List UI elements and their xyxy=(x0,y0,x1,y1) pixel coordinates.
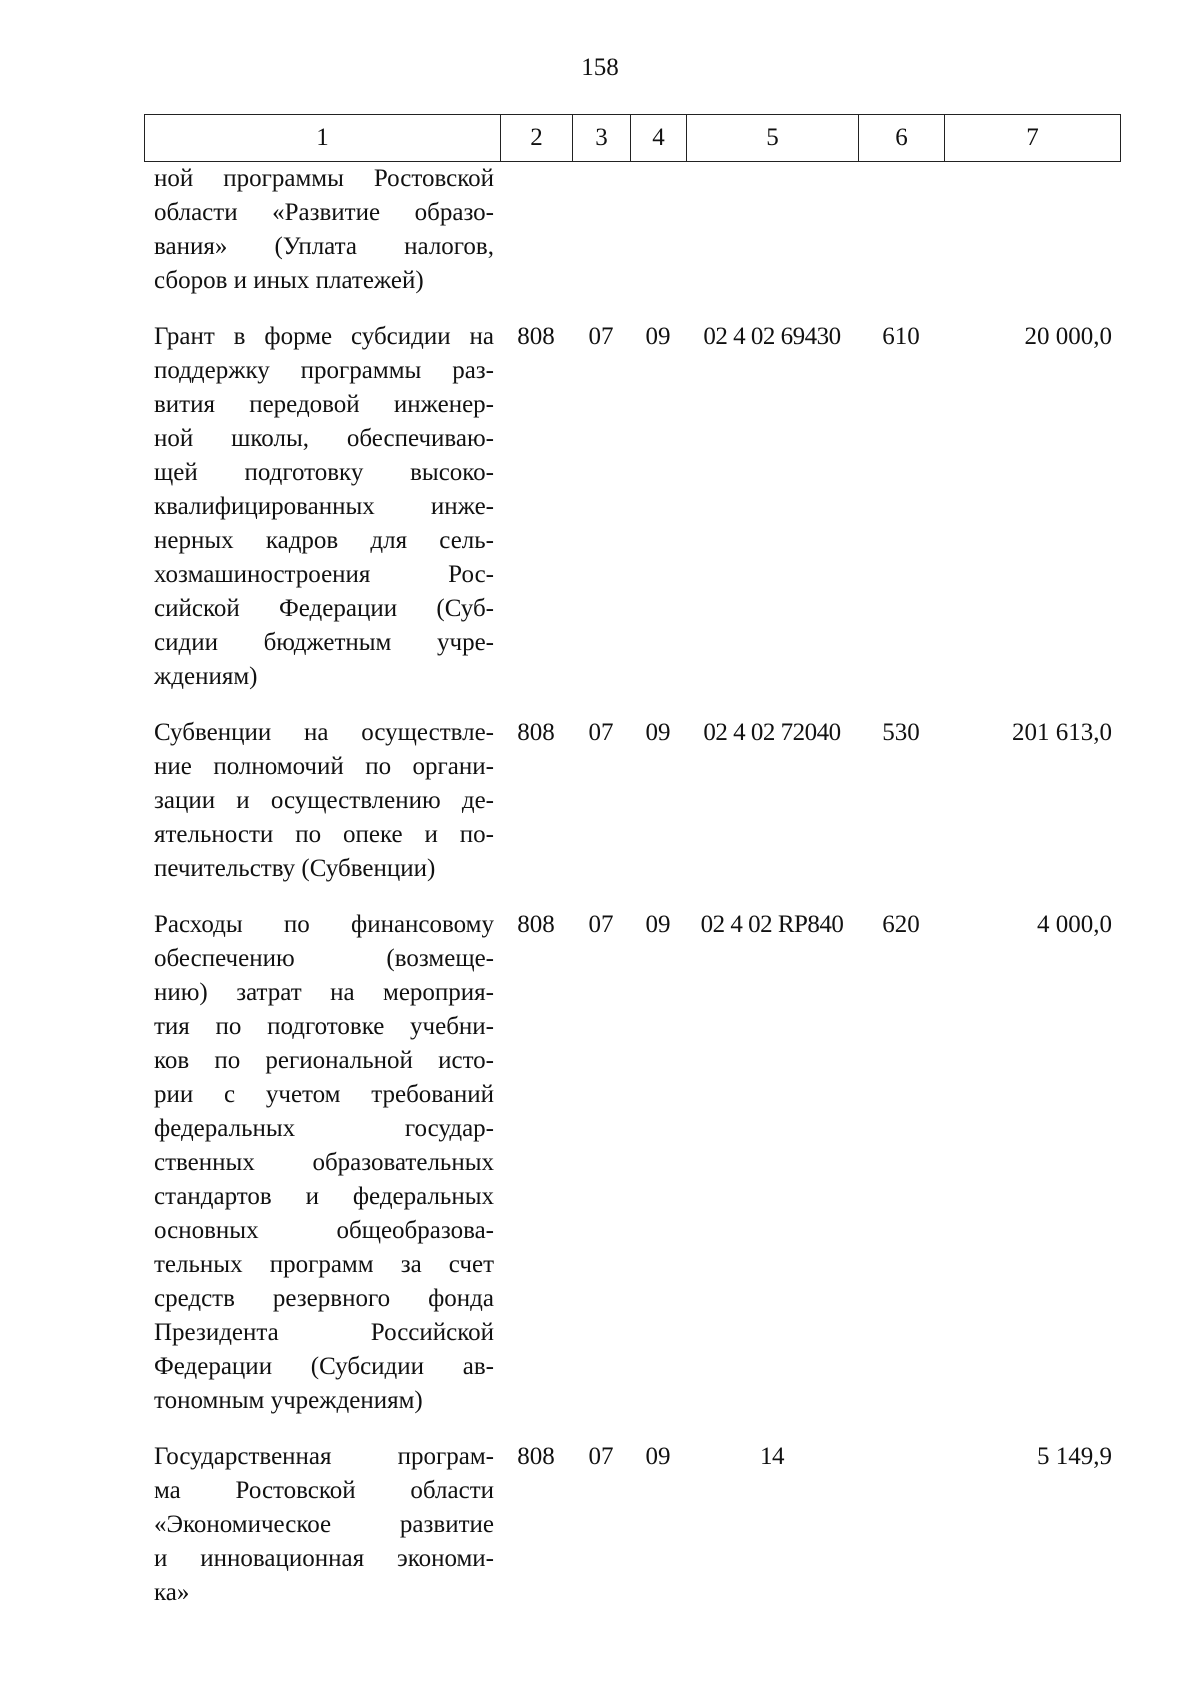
row-cell-c3: 07 xyxy=(588,323,614,350)
table-header xyxy=(144,114,1121,162)
row-cell-c7: 5 149,9 xyxy=(1037,1443,1112,1470)
row-name-line: печительству (Субвенции) xyxy=(154,855,436,882)
row-name-line: Президента Российской xyxy=(154,1319,494,1346)
row-name-line: тономным учреждениям) xyxy=(154,1387,423,1414)
row-cell-c5: 02 4 02 RP840 xyxy=(700,911,844,938)
row-name-line: основных общеобразова- xyxy=(154,1217,494,1244)
row-cell-c6: 530 xyxy=(882,719,920,746)
column-header-2: 2 xyxy=(501,115,573,162)
row-cell-c6: 610 xyxy=(882,323,920,350)
table-row xyxy=(144,320,1120,714)
row-cell-c7: 201 613,0 xyxy=(1012,719,1112,746)
row-name-line: тельных программ за счет xyxy=(154,1251,494,1278)
row-name-line: Грант в форме субсидии на xyxy=(154,323,494,350)
row-name-line: ков по региональной исто- xyxy=(154,1047,494,1074)
row-name-line: федеральных государ- xyxy=(154,1115,494,1142)
row-cell-c2: 808 xyxy=(517,911,555,938)
column-header-1: 1 xyxy=(145,115,501,162)
row-name xyxy=(154,1440,494,1610)
row-name-line: поддержку программы раз- xyxy=(154,357,494,384)
row-name-line: Федерации (Субсидии ав- xyxy=(154,1353,494,1380)
row-cell-c5: 14 xyxy=(760,1443,784,1470)
table-row xyxy=(144,908,1120,1438)
row-name-line: ной программы Ростовской xyxy=(154,165,494,192)
row-cell-c3: 07 xyxy=(588,1443,614,1470)
row-name-line: Государственная програм- xyxy=(154,1443,494,1470)
row-name-line: ма Ростовской области xyxy=(154,1477,494,1504)
column-header-5: 5 xyxy=(687,115,859,162)
row-name-line: хозмашиностроения Рос- xyxy=(154,561,494,588)
row-cell-c7: 20 000,0 xyxy=(1024,323,1112,350)
row-name-line: вития передовой инженер- xyxy=(154,391,494,418)
column-header-6: 6 xyxy=(859,115,945,162)
row-cell-c2: 808 xyxy=(517,719,555,746)
row-name-line: рии с учетом требований xyxy=(154,1081,494,1108)
column-header-7: 7 xyxy=(945,115,1121,162)
row-name-line: области «Развитие образо- xyxy=(154,199,494,226)
row-name-line: щей подготовку высоко- xyxy=(154,459,494,486)
row-name-line: нию) затрат на мероприя- xyxy=(154,979,494,1006)
row-cell-c4: 09 xyxy=(645,1443,671,1470)
row-name-line: тия по подготовке учебни- xyxy=(154,1013,494,1040)
row-name-line: ятельности по опеке и по- xyxy=(154,821,494,848)
row-name-line: сидии бюджетным учре- xyxy=(154,629,494,656)
row-name-line: квалифицированных инже- xyxy=(154,493,494,520)
row-name-line: вания» (Уплата налогов, xyxy=(154,233,494,260)
row-cell-c2: 808 xyxy=(517,323,555,350)
row-name-line: средств резервного фонда xyxy=(154,1285,494,1312)
row-name xyxy=(154,162,494,298)
table-row xyxy=(144,162,1120,318)
row-name-line: Субвенции на осуществле- xyxy=(154,719,494,746)
row-name-line: сборов и иных платежей) xyxy=(154,267,424,294)
column-header-3: 3 xyxy=(573,115,631,162)
row-name-line: зации и осуществлению де- xyxy=(154,787,494,814)
row-name xyxy=(154,716,494,886)
row-cell-c5: 02 4 02 69430 xyxy=(703,323,841,350)
row-name-line: ние полномочий по органи- xyxy=(154,753,494,780)
row-cell-c4: 09 xyxy=(645,719,671,746)
row-name xyxy=(154,320,494,694)
row-name xyxy=(154,908,494,1418)
row-cell-c4: 09 xyxy=(645,323,671,350)
row-cell-c3: 07 xyxy=(588,719,614,746)
row-name-line: сийской Федерации (Суб- xyxy=(154,595,494,622)
row-cell-c2: 808 xyxy=(517,1443,555,1470)
row-name-line: «Экономическое развитие xyxy=(154,1511,494,1538)
row-name-line: ной школы, обеспечиваю- xyxy=(154,425,494,452)
row-name-line: Расходы по финансовому xyxy=(154,911,494,938)
row-name-line: обеспечению (возмеще- xyxy=(154,945,494,972)
table-row xyxy=(144,1440,1120,1610)
row-cell-c3: 07 xyxy=(588,911,614,938)
table-row xyxy=(144,716,1120,906)
row-cell-c4: 09 xyxy=(645,911,671,938)
row-cell-c7: 4 000,0 xyxy=(1037,911,1112,938)
row-cell-c5: 02 4 02 72040 xyxy=(703,719,841,746)
row-name-line: ственных образовательных xyxy=(154,1149,494,1176)
row-name-line: и инновационная экономи- xyxy=(154,1545,494,1572)
page-number: 158 xyxy=(581,54,619,81)
row-name-line: стандартов и федеральных xyxy=(154,1183,494,1210)
row-cell-c6: 620 xyxy=(882,911,920,938)
column-header-4: 4 xyxy=(631,115,687,162)
row-name-line: ждениям) xyxy=(154,663,258,690)
row-name-line: нерных кадров для сель- xyxy=(154,527,494,554)
table-body xyxy=(144,162,1120,1610)
row-name-line: ка» xyxy=(154,1579,190,1606)
